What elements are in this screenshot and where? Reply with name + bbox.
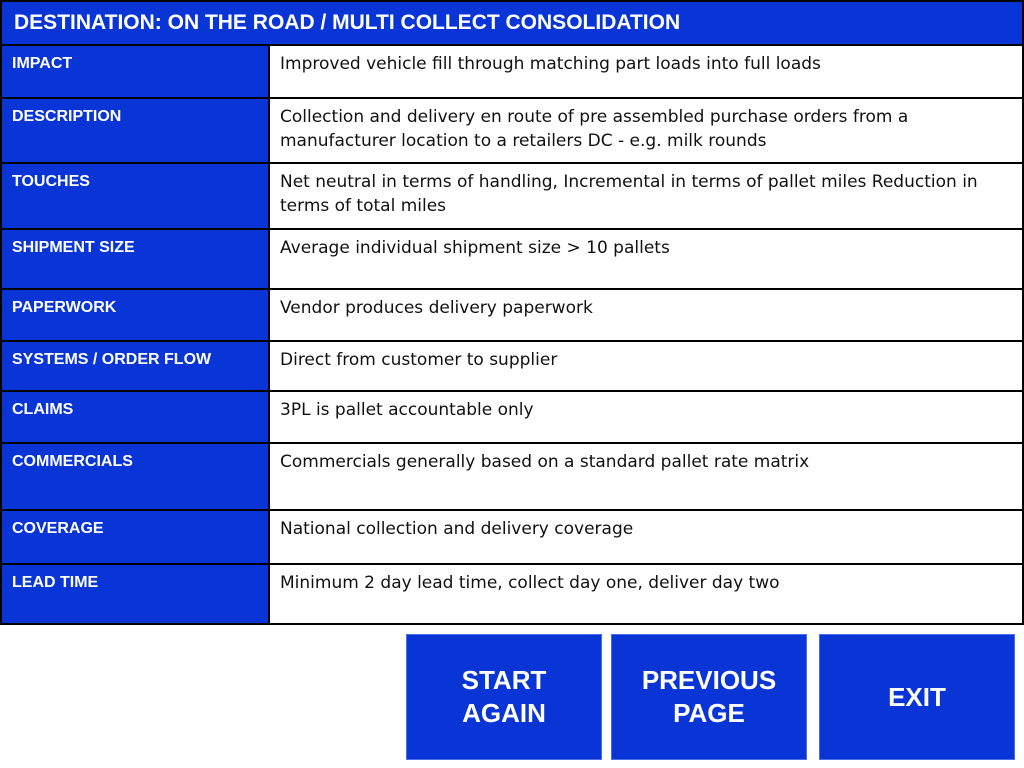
previous-page-label: PREVIOUS PAGE <box>641 665 777 728</box>
row-label-systems-order-flow: SYSTEMS / ORDER FLOW <box>2 342 270 390</box>
table-row <box>2 290 1022 342</box>
table-row <box>2 342 1022 392</box>
table-row <box>2 444 1022 511</box>
row-value-commercials: Commercials generally based on a standard pallet rate matrix <box>270 444 1022 509</box>
row-label-shipment-size: SHIPMENT SIZE <box>2 230 270 288</box>
row-value-coverage: National collection and delivery coverage <box>270 511 1022 563</box>
page-title: DESTINATION: ON THE ROAD / MULTI COLLECT CONSOLIDATION <box>2 2 1022 46</box>
row-label-claims: CLAIMS <box>2 392 270 442</box>
row-label-commercials: COMMERCIALS <box>2 444 270 509</box>
row-value-claims: 3PL is pallet accountable only <box>270 392 1022 442</box>
table-row <box>2 230 1022 290</box>
table-row <box>2 511 1022 565</box>
start-again-label: START AGAIN <box>461 665 547 728</box>
table-row <box>2 99 1022 164</box>
row-value-impact: Improved vehicle fill through matching part loads into full loads <box>270 46 1022 97</box>
row-value-paperwork: Vendor produces delivery paperwork <box>270 290 1022 340</box>
row-label-description: DESCRIPTION <box>2 99 270 162</box>
row-label-touches: TOUCHES <box>2 164 270 228</box>
row-value-shipment-size: Average individual shipment size > 10 pallets <box>270 230 1022 288</box>
row-label-lead-time: LEAD TIME <box>2 565 270 623</box>
row-value-description: Collection and delivery en route of pre assembled purchase orders from a manufacturer location to a retailers DC - e.g. milk rounds <box>270 99 1022 162</box>
exit-label: EXIT <box>888 681 946 712</box>
exit-button[interactable] <box>819 634 1015 760</box>
previous-page-button[interactable] <box>611 634 807 760</box>
row-label-impact: IMPACT <box>2 46 270 97</box>
row-label-paperwork: PAPERWORK <box>2 290 270 340</box>
row-value-touches: Net neutral in terms of handling, Incremental in terms of pallet miles Reduction in terms of total miles <box>270 164 1022 228</box>
table-row <box>2 164 1022 230</box>
table-row <box>2 46 1022 99</box>
start-again-button[interactable] <box>406 634 602 760</box>
row-value-systems-order-flow: Direct from customer to supplier <box>270 342 1022 390</box>
row-label-coverage: COVERAGE <box>2 511 270 563</box>
table-row <box>2 392 1022 444</box>
table-row <box>2 565 1022 623</box>
row-value-lead-time: Minimum 2 day lead time, collect day one, deliver day two <box>270 565 1022 623</box>
